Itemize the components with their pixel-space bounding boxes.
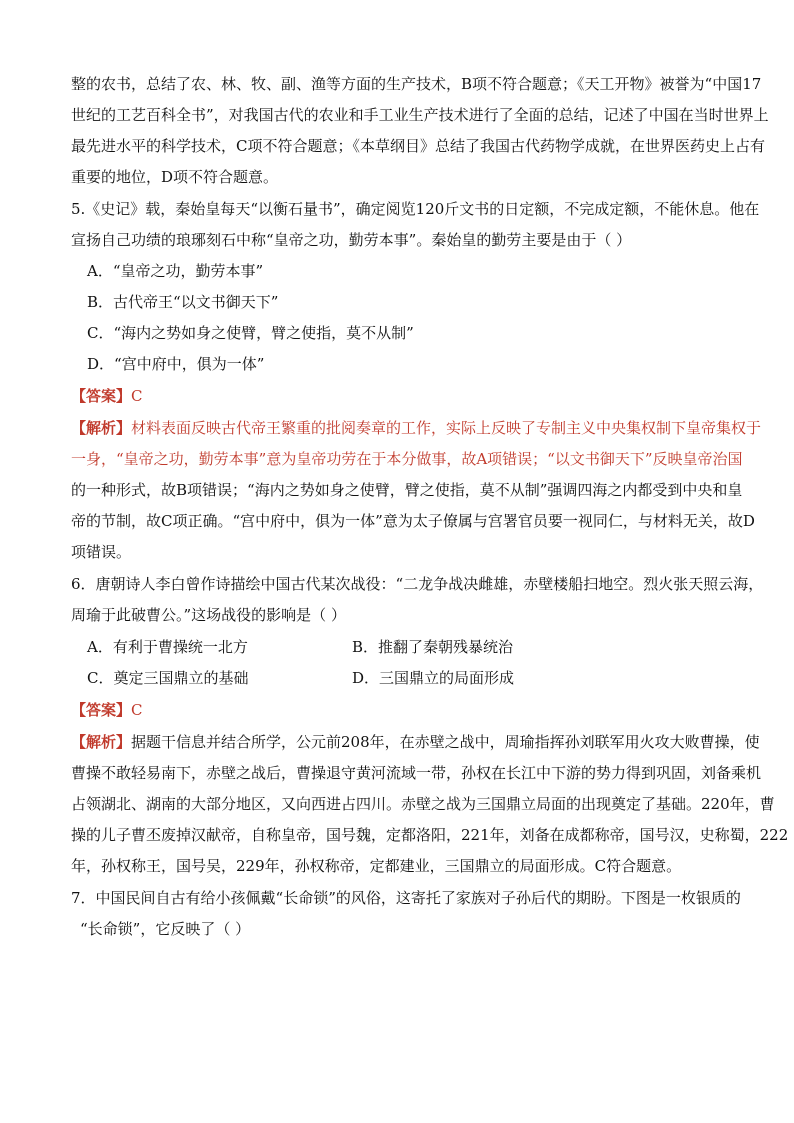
q6-option-c: C．奠定三国鼎立的基础 <box>87 669 249 687</box>
q6-option-d: D．三国鼎立的局面形成 <box>352 669 515 687</box>
q5-option-b: B．古代帝王“以文书御天下” <box>87 293 279 311</box>
q5-option-c: C．“海内之势如身之使臂，臂之使指，莫不从制” <box>87 324 414 342</box>
q5-stem-line: 宣扬自己功绩的琅琊刻石中称“皇帝之功，勤劳本事”。秦始皇的勤劳主要是由于（ ） <box>71 231 632 249</box>
intro-line: 最先进水平的科学技术，C项不符合题意；《本草纲目》总结了我国古代药物学成就，在世界医药史上占有 <box>71 137 765 155</box>
intro-line: 世纪的工艺百科全书”，对我国古代的农业和手工业生产技术进行了全面的总结，记述了中国在当时世界上 <box>71 106 769 124</box>
q6-analysis-line: 占领湖北、湖南的大部分地区，又向西进占四川。赤壁之战为三国鼎立局面的出现奠定了基础。220年，曹 <box>71 795 775 813</box>
answer-value: C <box>131 387 143 405</box>
analysis-tag: 【解析】 <box>71 733 132 751</box>
q6-stem-line: 周瑜于此破曹公。”这场战役的影响是（ ） <box>71 606 346 624</box>
q5-analysis-line: 一身，“皇帝之功，勤劳本事”意为皇帝功劳在于本分做事，故A项错误；“以文书御天下”反映皇帝治国 <box>71 450 743 468</box>
q5-analysis-line: 的一种形式，故B项错误；“海内之势如身之使臂，臂之使指，莫不从制”强调四海之内都受到中央和皇 <box>71 481 743 499</box>
q5-analysis-line: 项错误。 <box>71 543 132 561</box>
analysis-text: 据题干信息并结合所学，公元前208年，在赤壁之战中，周瑜指挥孙刘联军用火攻大败曹操，使 <box>131 733 760 751</box>
intro-line: 整的农书，总结了农、林、牧、副、渔等方面的生产技术，B项不符合题意；《天工开物》被誉为“中国17 <box>71 75 762 93</box>
q6-analysis-line: 年，孙权称王，国号吴，229年，孙权称帝，定都建业，三国鼎立的局面形成。C符合题意。 <box>71 857 682 875</box>
q7-stem-line: “长命锁”，它反映了（ ） <box>80 920 251 938</box>
q6-option-b: B．推翻了秦朝残暴统治 <box>352 638 514 656</box>
q6-option-a: A．有利于曹操统一北方 <box>87 638 248 656</box>
analysis-text: 材料表面反映古代帝王繁重的批阅奏章的工作，实际上反映了专制主义中央集权制下皇帝集权于 <box>131 419 762 437</box>
answer-tag: 【答案】 <box>71 387 132 405</box>
q5-answer <box>71 386 143 406</box>
q5-analysis-line: 帝的节制，故C项正确。“宫中府中，俱为一体”意为太子僚属与宫署官员要一视同仁，与材料无关，故D <box>71 512 755 530</box>
q7-stem-line: 7．中国民间自古有给小孩佩戴“长命锁”的风俗，这寄托了家族对子孙后代的期盼。下图是一枚银质的 <box>71 889 741 907</box>
q5-option-d: D．“宫中府中，俱为一体” <box>87 355 265 373</box>
q5-stem-line: 5.《史记》载，秦始皇每天“以衡石量书”，确定阅览120斤文书的日定额，不完成定额，不能休息。他在 <box>71 200 760 218</box>
q5-analysis-line <box>71 418 761 438</box>
answer-value: C <box>131 701 143 719</box>
q6-analysis-line: 操的儿子曹丕废掉汉献帝，自称皇帝，国号魏，定都洛阳，221年，刘备在成都称帝，国号汉，史称蜀，222 <box>71 826 789 844</box>
analysis-tag: 【解析】 <box>71 419 132 437</box>
q5-option-a: A．“皇帝之功，勤劳本事” <box>87 262 264 280</box>
intro-line: 重要的地位，D项不符合题意。 <box>71 168 279 186</box>
q6-analysis-line: 曹操不敢轻易南下，赤壁之战后，曹操退守黄河流域一带，孙权在长江中下游的势力得到巩固，刘备乘机 <box>71 764 762 782</box>
q6-analysis-line <box>71 732 760 752</box>
q6-answer <box>71 700 143 720</box>
q6-stem-line: 6．唐朝诗人李白曾作诗描绘中国古代某次战役：“二龙争战决雌雄，赤壁楼船扫地空。烈火张天照云海， <box>71 575 764 593</box>
answer-tag: 【答案】 <box>71 701 132 719</box>
